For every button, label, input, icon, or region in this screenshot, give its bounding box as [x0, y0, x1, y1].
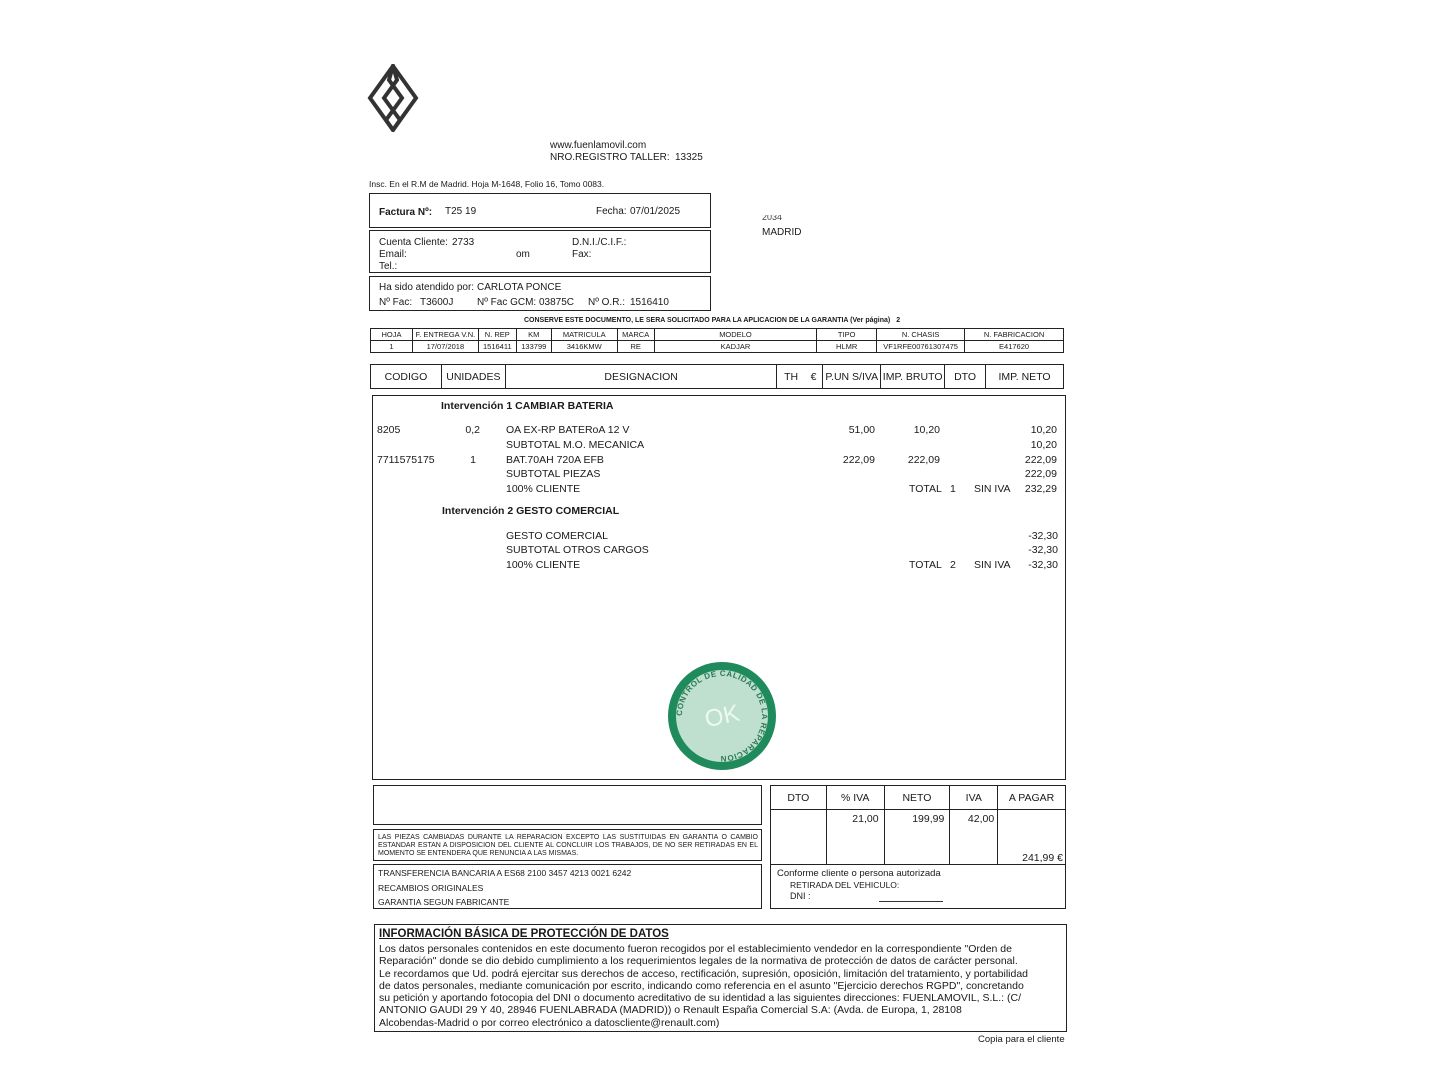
- recipient-postal: 2034: [762, 215, 783, 222]
- line-designacion: 100% CLIENTE: [506, 483, 581, 495]
- line-neto: -32,30: [1028, 559, 1058, 571]
- tot-h-pagar: A PAGAR: [998, 786, 1066, 810]
- line-sin-iva: SIN IVA: [974, 483, 1011, 495]
- tel-label: Tel.:: [379, 261, 398, 272]
- vh-tipo: TIPO: [817, 329, 877, 341]
- atendido-label: Ha sido atendido por:: [379, 282, 475, 293]
- col-codigo: CODIGO: [371, 365, 442, 389]
- conforme-box: [770, 864, 1066, 909]
- line-designacion: SUBTOTAL M.O. MECANICA: [506, 439, 645, 451]
- totals-header-row: [771, 786, 1066, 810]
- line-designacion: OA EX-RP BATERoA 12 V: [506, 424, 630, 436]
- vh-fabricacion: N. FABRICACION: [965, 329, 1064, 341]
- registro-label: NRO.REGISTRO TALLER:: [550, 152, 670, 163]
- line-bruto: 222,09: [907, 454, 940, 466]
- tot-h-iva: IVA: [950, 786, 998, 810]
- line-codigo: 8205: [377, 424, 401, 436]
- renault-logo-icon: [366, 64, 420, 132]
- gcm-value: 03875C: [539, 297, 575, 308]
- col-neto: IMP. NETO: [986, 365, 1064, 389]
- vv-tipo: HLMR: [817, 341, 877, 353]
- vh-hoja: HOJA: [371, 329, 413, 341]
- line-neto: 232,29: [1024, 483, 1057, 495]
- fax-label: Fax:: [572, 249, 592, 260]
- line-neto: -32,30: [1028, 530, 1058, 542]
- factura-label: Factura Nº:: [379, 207, 433, 218]
- tot-v-dto: [771, 810, 827, 865]
- quality-stamp-icon: [666, 660, 778, 772]
- line-unidades: 1: [470, 454, 476, 466]
- tot-h-iva-pct: % IVA: [826, 786, 884, 810]
- vv-km: 133799: [516, 341, 551, 353]
- factura-value: T25 19: [445, 206, 477, 217]
- client-box: [369, 230, 711, 273]
- fecha-label: Fecha:: [596, 206, 627, 217]
- line-designacion: SUBTOTAL PIEZAS: [506, 468, 601, 480]
- privacy-body: [379, 943, 1028, 1029]
- warranty-notice: [524, 317, 900, 324]
- vh-chasis: N. CHASIS: [877, 329, 965, 341]
- nfac-value: T3600J: [420, 297, 454, 308]
- payment-box: [373, 864, 762, 909]
- warranty-notice-text: CONSERVE ESTE DOCUMENTO, LE SERA SOLICITADO PARA LA APLICACION DE LA GARANTIA (Ver página): [524, 317, 891, 324]
- tot-v-iva-pct: 21,00: [826, 810, 884, 865]
- inscripcion: Insc. En el R.M de Madrid. Hoja M-1648, Folio 16, Tomo 0083.: [369, 179, 605, 189]
- or-value: 1516410: [630, 297, 669, 308]
- warranty-notice-page: 2: [896, 317, 901, 324]
- line-total-num: 2: [950, 559, 956, 571]
- notes-box: [373, 785, 762, 825]
- parts-legal-box: [373, 829, 762, 861]
- intervention-2-title: Intervención 2 GESTO COMERCIAL: [442, 505, 620, 517]
- tot-v-pagar: 241,99 €: [998, 810, 1066, 865]
- intervention-1-title: Intervención 1 CAMBIAR BATERIA: [441, 400, 614, 412]
- tot-v-iva: 42,00: [950, 810, 998, 865]
- col-unidades: UNIDADES: [441, 365, 505, 389]
- privacy-line: Alcobendas-Madrid o por correo electrónico a datoscliente@renault.com): [379, 1016, 720, 1029]
- invoice-box: [369, 193, 711, 228]
- totals-value-row: [771, 810, 1066, 865]
- vh-modelo: MODELO: [654, 329, 817, 341]
- line-total-label: TOTAL: [909, 483, 942, 495]
- vv-entrega: 17/07/2018: [412, 341, 478, 353]
- col-bruto: IMP. BRUTO: [881, 365, 945, 389]
- cuenta-value: 2733: [452, 237, 475, 248]
- vehicle-header-row: [371, 329, 1064, 341]
- col-th: TH: [777, 365, 805, 389]
- payment-garantia: GARANTIA SEGUN FABRICANTE: [378, 897, 510, 907]
- payment-originales: RECAMBIOS ORIGINALES: [378, 883, 484, 893]
- vv-marca: RE: [617, 341, 654, 353]
- privacy-line: de datos personales, mediante comunicación por escrito, indicando como referencia en el asunto "Ejercicio derechos RGPD", concretando: [379, 979, 1024, 992]
- website: www.fuenlamovil.com: [550, 140, 647, 151]
- tot-v-neto: 199,99: [884, 810, 950, 865]
- vv-hoja: 1: [371, 341, 413, 353]
- privacy-title: INFORMACIÓN BÁSICA DE PROTECCIÓN DE DATOS: [379, 928, 669, 940]
- vh-km: KM: [516, 329, 551, 341]
- line-designacion: 100% CLIENTE: [506, 559, 581, 571]
- parts-legal-text: LAS PIEZAS CAMBIADAS DURANTE LA REPARACION EXCEPTO LAS SUSTITUIDAS EN GARANTIA O CAMBIO ESTANDAR ESTAN A DISPOSICION DEL CLIENTE AL CONCLUIR LOS TRABAJOS, DE NO SER RETIRADAS EN EL MOMENTO SE ENTENDERA QUE RENUNCIA A LAS MISMAS.: [378, 834, 758, 857]
- vehicle-value-row: [371, 341, 1064, 353]
- registro-value: 13325: [675, 152, 703, 163]
- line-sin-iva: SIN IVA: [974, 559, 1011, 571]
- conforme-retirada: RETIRADA DEL VEHICULO:: [790, 880, 900, 890]
- stamp-mark: OK: [702, 699, 742, 734]
- stamp-ring-text: CONTROL DE CALIDAD DE LA REPARACION: [674, 668, 770, 764]
- cuenta-label: Cuenta Cliente:: [379, 237, 448, 248]
- vv-chasis: VF1RFE00761307475: [877, 341, 965, 353]
- line-neto: 10,20: [1030, 439, 1057, 451]
- line-neto: 222,09: [1024, 454, 1057, 466]
- conforme-text: Conforme cliente o persona autorizada: [777, 868, 941, 879]
- line-neto: 222,09: [1024, 468, 1057, 480]
- lines-header-table: [370, 364, 1064, 389]
- col-euro: €: [805, 365, 823, 389]
- tot-h-dto: DTO: [771, 786, 827, 810]
- email-value: om: [516, 249, 530, 260]
- footer-copy: Copia para el cliente: [978, 1034, 1065, 1045]
- privacy-line: ANTONIO GAUDI 29 Y 40, 28946 FUENLABRADA (MADRID)) o Renault España Comercial S.A: (Avda. de Europa, 1, 28108: [379, 1004, 962, 1017]
- dni-label: D.N.I./C.I.F.:: [572, 237, 627, 248]
- privacy-line: Los datos personales contenidos en este documento fueron recogidos por el establecimiento vendedor en la correspondiente "Orden de: [379, 943, 1012, 955]
- line-unidades: 0,2: [465, 424, 480, 436]
- vv-matricula: 3416KMW: [551, 341, 617, 353]
- line-total-num: 1: [950, 483, 956, 495]
- payment-transfer: TRANSFERENCIA BANCARIA A ES68 2100 3457 4213 0021 6242: [378, 868, 632, 878]
- or-label: Nº O.R.:: [588, 297, 625, 308]
- vv-fabricacion: E417620: [965, 341, 1064, 353]
- col-pun: P.UN S/IVA: [823, 365, 881, 389]
- lines-header-row: [371, 365, 1064, 389]
- vh-matricula: MATRICULA: [551, 329, 617, 341]
- recipient-city: MADRID: [762, 227, 802, 237]
- gcm-label: Nº Fac GCM:: [477, 297, 537, 308]
- email-label: Email:: [379, 249, 407, 260]
- atendido-value: CARLOTA PONCE: [477, 282, 562, 293]
- totals-table: [770, 785, 1066, 865]
- line-bruto: 10,20: [913, 424, 940, 436]
- col-designacion: DESIGNACION: [505, 365, 776, 389]
- privacy-line: Le recordamos que Ud. podrá ejercitar sus derechos de acceso, rectificación, supresión, oposición, limitación del tratamiento, y portabilidad: [379, 967, 1029, 980]
- vv-modelo: KADJAR: [654, 341, 817, 353]
- line-total-label: TOTAL: [909, 559, 942, 571]
- line-codigo: 7711575175: [377, 454, 435, 466]
- fecha-value: 07/01/2025: [630, 206, 681, 217]
- privacy-box: [374, 924, 1067, 1032]
- conforme-dni: DNI :: [790, 891, 811, 901]
- line-designacion: BAT.70AH 720A EFB: [506, 454, 604, 466]
- vv-nrep: 1516411: [478, 341, 516, 353]
- line-neto: -32,30: [1028, 544, 1058, 556]
- line-pun: 222,09: [842, 454, 875, 466]
- line-pun: 51,00: [848, 424, 875, 436]
- vehicle-info-table: [370, 328, 1064, 353]
- conforme-signature-line: [879, 901, 943, 902]
- vh-nrep: N. REP: [478, 329, 516, 341]
- line-designacion: GESTO COMERCIAL: [506, 530, 608, 542]
- attended-box: [369, 276, 711, 311]
- vh-marca: MARCA: [617, 329, 654, 341]
- col-dto: DTO: [945, 365, 986, 389]
- vh-entrega: F. ENTREGA V.N.: [412, 329, 478, 341]
- privacy-line: su petición y aportando fotocopia del DNI o documento acreditativo de su identidad a las siguientes direcciones: FUENLAMOVIL, S.L.: (C/: [379, 992, 1022, 1005]
- line-neto: 10,20: [1030, 424, 1057, 436]
- privacy-line: Reparación" donde se dio debido cumplimiento a los requerimientos legales de la normativa de protección de datos de carácter personal.: [379, 955, 1018, 968]
- tot-h-neto: NETO: [884, 786, 950, 810]
- nfac-label: Nº Fac:: [379, 297, 413, 308]
- line-designacion: SUBTOTAL OTROS CARGOS: [506, 544, 649, 556]
